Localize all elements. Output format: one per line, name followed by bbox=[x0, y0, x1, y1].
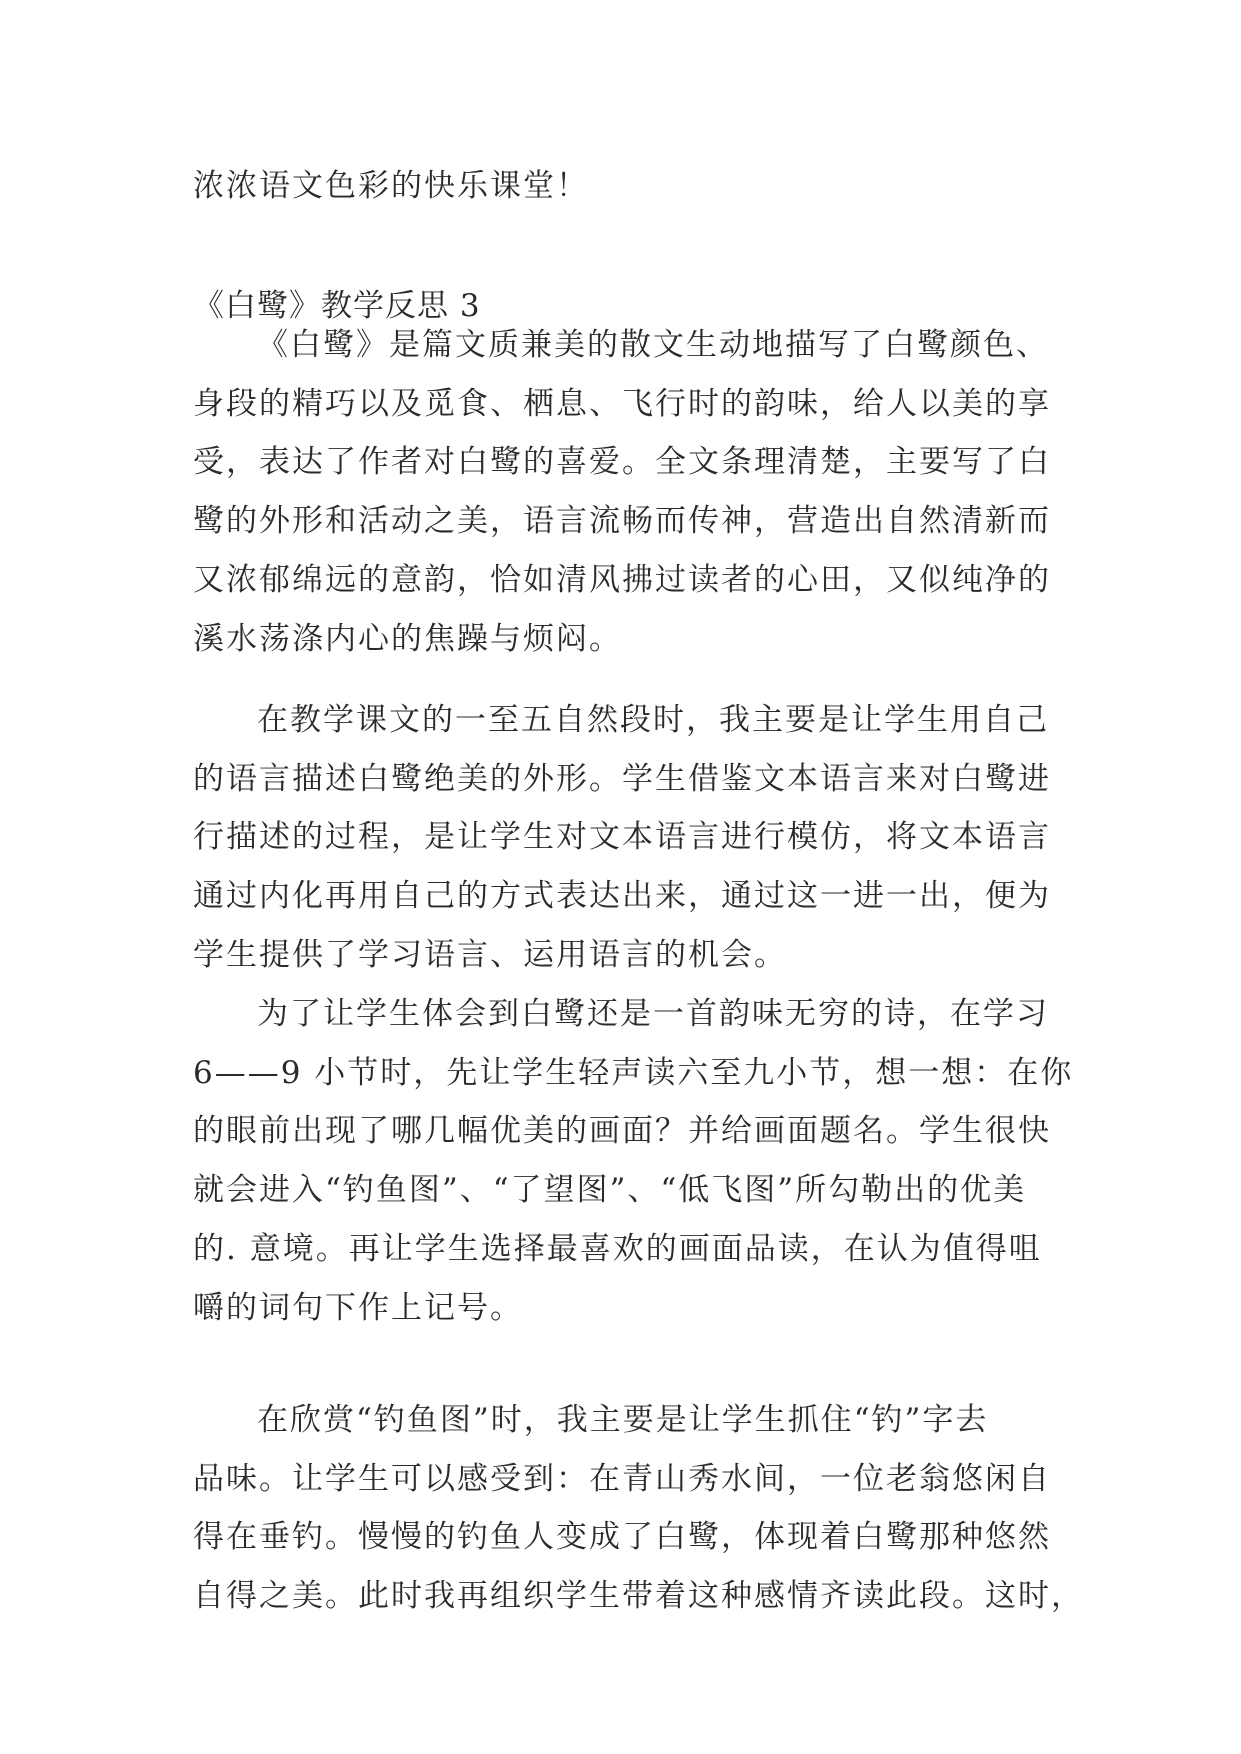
paragraph-3 bbox=[193, 985, 1074, 1337]
paragraph-line: 的眼前出现了哪几幅优美的画面？并给画面题名。学生很快 bbox=[193, 1113, 1051, 1150]
paragraph-line: 受，表达了作者对白鹭的喜爱。全文条理清楚，主要写了白 bbox=[193, 444, 1051, 481]
lead-line: 浓浓语文色彩的快乐课堂！ bbox=[193, 168, 589, 204]
paragraph-line: 在教学课文的一至五自然段时，我主要是让学生用自己 bbox=[257, 702, 1049, 738]
paragraph-line: 为了让学生体会到白鹭还是一首韵味无穷的诗，在学习 bbox=[257, 996, 1049, 1032]
paragraph-4 bbox=[193, 1391, 1084, 1626]
paragraph-line: 嚼的词句下作上记号。 bbox=[193, 1289, 523, 1326]
paragraph-line: 身段的精巧以及觅食、栖息、飞行时的韵味，给人以美的享 bbox=[193, 385, 1051, 422]
paragraph-line: 自得之美。此时我再组织学生带着这种感情齐读此段。这时， bbox=[193, 1578, 1084, 1615]
paragraph-line: 行描述的过程，是让学生对文本语言进行模仿，将文本语言 bbox=[193, 819, 1051, 856]
paragraph-line: 在欣赏“钓鱼图”时，我主要是让学生抓住“钓”字去 bbox=[257, 1402, 989, 1438]
paragraph-line: 又浓郁绵远的意韵，恰如清风拂过读者的心田，又似纯净的 bbox=[193, 561, 1051, 598]
paragraph-2 bbox=[193, 691, 1053, 985]
paragraph-line: 通过内化再用自己的方式表达出来，通过这一进一出，便为 bbox=[193, 878, 1051, 915]
paragraph-line: 的语言描述白鹭绝美的外形。学生借鉴文本语言来对白鹭进 bbox=[193, 760, 1051, 797]
paragraph-line: 就会进入“钓鱼图”、“了望图”、“低飞图”所勾勒出的优美 bbox=[193, 1172, 1027, 1209]
paragraph-line: 得在垂钓。慢慢的钓鱼人变成了白鹭，体现着白鹭那种悠然 bbox=[193, 1519, 1051, 1556]
section-title: 《白鹭》教学反思 3 bbox=[193, 288, 481, 324]
paragraph-line: 品味。让学生可以感受到：在青山秀水间，一位老翁悠闲自 bbox=[193, 1460, 1051, 1497]
paragraph-line: 溪水荡涤内心的焦躁与烦闷。 bbox=[193, 620, 622, 657]
paragraph-line: 的. 意境。再让学生选择最喜欢的画面品读，在认为值得咀 bbox=[193, 1230, 1042, 1267]
paragraph-line: 学生提供了学习语言、运用语言的机会。 bbox=[193, 936, 787, 973]
paragraph-line: 6——9 小节时，先让学生轻声读六至九小节，想一想：在你 bbox=[193, 1054, 1074, 1091]
paragraph-line: 鹭的外形和活动之美，语言流畅而传神，营造出自然清新而 bbox=[193, 503, 1051, 540]
paragraph-line: 《白鹭》是篇文质兼美的散文生动地描写了白鹭颜色、 bbox=[257, 327, 1049, 363]
paragraph-1 bbox=[193, 316, 1053, 668]
